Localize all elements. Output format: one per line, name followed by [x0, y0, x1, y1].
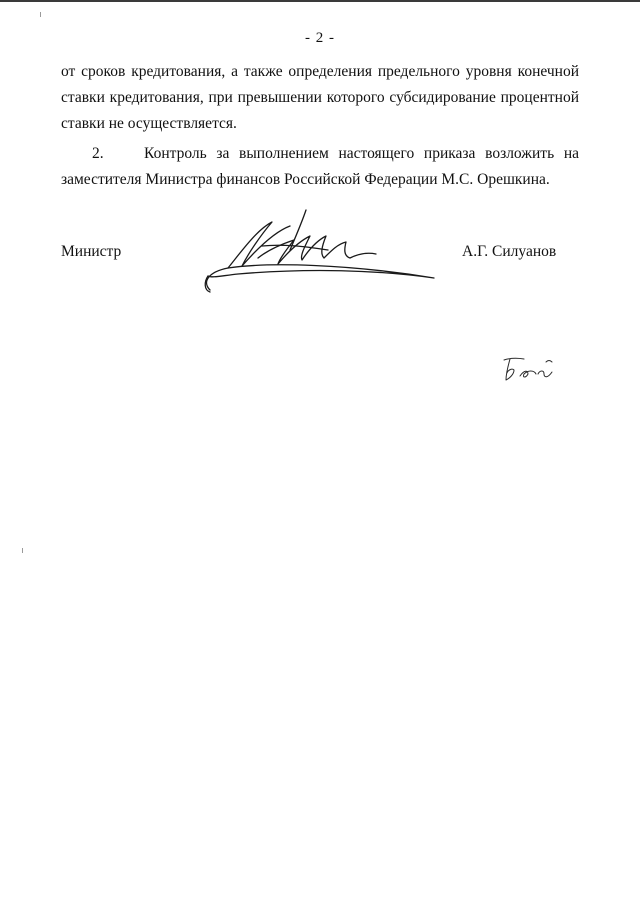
signatory-position: Министр: [61, 243, 122, 260]
paragraph-1-line-3: ставки не осуществляется.: [61, 115, 237, 132]
signatory-name: А.Г. Силуанов: [462, 243, 557, 260]
handwritten-signature: [198, 206, 438, 298]
paragraph-2-line-1-text: Контроль за выполнением настоящего приказа возложить на: [144, 145, 579, 162]
scan-top-edge: [0, 0, 640, 2]
page-number: - 2 -: [305, 30, 335, 46]
item-number: 2.: [92, 145, 104, 162]
paragraph-2-line-2: заместителя Министра финансов Российской Федерации М.С. Орешкина.: [61, 171, 550, 188]
paragraph-1-line-1: от сроков кредитования, а также определения предельного уровня конечной: [61, 63, 579, 80]
paragraph-1-line-2: ставки кредитования, при превышении которого субсидирование процентной: [61, 89, 579, 106]
paragraph-2-line-1: [61, 141, 579, 167]
handwritten-initials: [500, 356, 560, 384]
scan-artifact: [22, 548, 23, 553]
scan-artifact: [40, 12, 41, 17]
